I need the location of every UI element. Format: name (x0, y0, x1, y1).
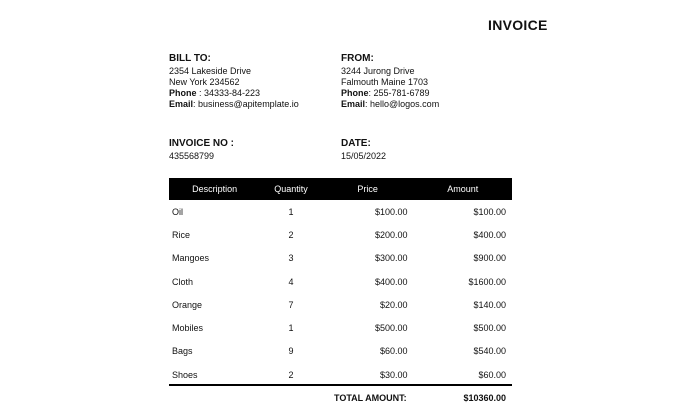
phone-value: : 34333-84-223 (196, 88, 261, 98)
table-row (169, 316, 512, 339)
total-divider (169, 384, 512, 386)
invoice-title: INVOICE (488, 17, 548, 33)
cell-amount: $400.00 (473, 229, 506, 240)
bill-to-address2: New York 234562 (169, 77, 240, 87)
email-value: : hello@logos.com (365, 99, 440, 109)
cell-amount: $140.00 (473, 299, 506, 310)
email-label: Email (341, 99, 366, 109)
from-heading: FROM: (341, 53, 374, 64)
cell-description: Bags (172, 346, 193, 357)
table-row (169, 200, 512, 223)
cell-description: Mangoes (172, 253, 210, 264)
cell-price: $100.00 (374, 206, 408, 217)
header-amount: Amount (447, 184, 479, 194)
total-amount-label: TOTAL AMOUNT: (334, 393, 407, 403)
invoice-number-block (169, 138, 234, 162)
phone-label: Phone (341, 88, 369, 98)
table-row (169, 247, 512, 270)
phone-label: Phone (169, 88, 197, 98)
cell-description: Mobiles (172, 323, 204, 334)
table-row (169, 293, 512, 316)
bill-to-phone (169, 88, 299, 99)
cell-price: $60.00 (379, 346, 408, 357)
cell-amount: $60.00 (478, 369, 506, 380)
cell-quantity: 2 (288, 369, 294, 380)
header-description: Description (192, 184, 238, 194)
phone-value: : 255-781-6789 (368, 88, 430, 98)
from-address2: Falmouth Maine 1703 (341, 77, 429, 87)
header-quantity: Quantity (274, 184, 308, 194)
email-value: : business@apitemplate.io (193, 99, 299, 109)
table-row (169, 363, 512, 386)
header-price: Price (357, 184, 378, 194)
total-amount-value: $10360.00 (463, 393, 506, 403)
email-label: Email (169, 99, 194, 109)
cell-description: Cloth (172, 276, 194, 287)
cell-quantity: 1 (288, 323, 294, 334)
cell-description: Oil (172, 206, 183, 217)
cell-quantity: 3 (288, 253, 294, 264)
cell-amount: $100.00 (473, 206, 506, 217)
invoice-number-label: INVOICE NO : (169, 138, 235, 149)
table-row (169, 270, 512, 293)
date-label: DATE: (341, 138, 371, 149)
bill-to-heading: BILL TO: (169, 53, 211, 64)
from-phone (341, 88, 439, 99)
cell-price: $200.00 (374, 229, 408, 240)
cell-description: Orange (172, 299, 203, 310)
cell-quantity: 2 (288, 229, 294, 240)
cell-amount: $900.00 (473, 253, 506, 264)
cell-quantity: 1 (288, 206, 294, 217)
from-block (341, 53, 439, 110)
cell-description: Rice (172, 229, 191, 240)
bill-to-block (169, 53, 299, 110)
cell-price: $500.00 (374, 323, 408, 334)
table-row (169, 223, 512, 246)
cell-quantity: 7 (288, 299, 294, 310)
bill-to-email (169, 99, 299, 110)
cell-amount: $1600.00 (468, 276, 506, 287)
cell-amount: $500.00 (473, 323, 506, 334)
date-block (341, 138, 386, 162)
date-value: 15/05/2022 (341, 151, 387, 161)
cell-amount: $540.00 (473, 346, 506, 357)
table-header-row (169, 178, 512, 200)
cell-price: $300.00 (374, 253, 408, 264)
table-row (169, 340, 512, 363)
cell-price: $400.00 (374, 276, 408, 287)
cell-price: $30.00 (379, 369, 408, 380)
cell-price: $20.00 (379, 299, 408, 310)
cell-description: Shoes (172, 369, 198, 380)
from-email (341, 99, 439, 110)
invoice-number-value: 435568799 (169, 151, 215, 161)
cell-quantity: 4 (288, 276, 294, 287)
cell-quantity: 9 (288, 346, 294, 357)
items-table (169, 178, 512, 386)
bill-to-address1: 2354 Lakeside Drive (169, 66, 252, 76)
from-address1: 3244 Jurong Drive (341, 66, 415, 76)
